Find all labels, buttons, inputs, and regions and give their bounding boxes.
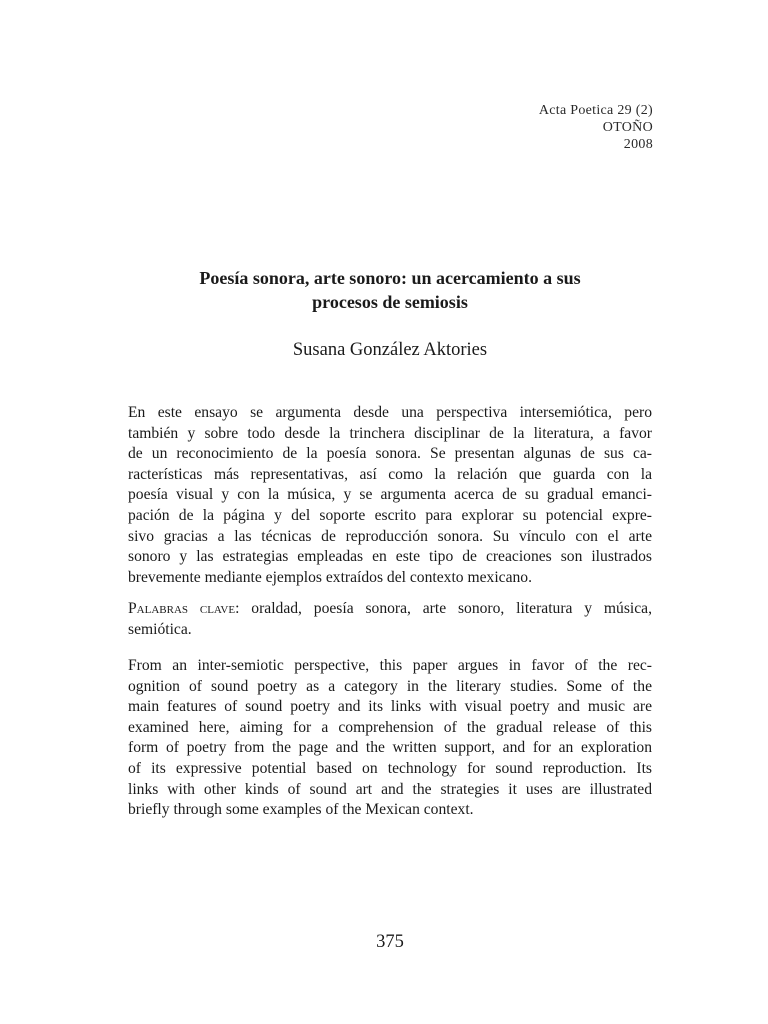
- abstract-line: racterísticas más representativas, así como la relación que guarda con la: [128, 465, 652, 483]
- journal-year: 2008: [623, 137, 653, 152]
- keywords-line: [128, 599, 652, 620]
- abstract-line: En este ensayo se argumenta desde una perspectiva intersemiótica, pero: [128, 404, 652, 421]
- journal-name: Acta Poetica 29 (2): [538, 103, 653, 118]
- abstract-spanish: [128, 403, 652, 588]
- abstract-line: ognition of sound poetry as a category in the literary studies. Some of the: [128, 677, 652, 695]
- journal-info: [539, 102, 653, 153]
- abstract-line: main features of sound poetry and its links with visual poetry and music are: [128, 698, 652, 716]
- abstract-line: From an inter-semiotic perspective, this paper argues in favor of the rec-: [128, 657, 652, 674]
- article-title: [128, 266, 652, 314]
- article-title-line: Poesía sonora, arte sonoro: un acercamiento a sus: [199, 268, 581, 288]
- abstract-line: sivo gracias a las técnicas de reproducción sonora. Su vínculo con el arte: [128, 527, 652, 545]
- abstract-line: pación de la página y del soporte escrito para explorar su potencial expre-: [128, 506, 652, 524]
- keywords-list: oraldad, poesía sonora, arte sonoro, literatura y música,: [251, 600, 652, 617]
- keywords-label: Palabras clave:: [128, 600, 240, 617]
- abstract-line: links with other kinds of sound art and the strategies it uses are illustrated: [128, 780, 652, 798]
- abstract-line: form of poetry from the page and the written support, and for an exploration: [128, 739, 652, 757]
- abstract-line: brevemente mediante ejemplos extraídos del contexto mexicano.: [128, 568, 532, 586]
- article-author: Susana González Aktories: [292, 340, 488, 360]
- article-title-line: procesos de semiosis: [312, 292, 468, 312]
- abstract-line: of its expressive potential based on technology for sound reproduction. Its: [128, 759, 652, 777]
- page-number: 375: [376, 932, 404, 952]
- keywords-line: semiótica.: [128, 620, 192, 638]
- abstract-line: poesía visual y con la música, y se argumenta acerca de su gradual emanci-: [128, 486, 652, 504]
- journal-season: OTOÑO: [602, 120, 653, 135]
- abstract-line: también y sobre todo desde la trinchera disciplinar de la literatura, a favor: [128, 424, 652, 442]
- keywords: [128, 599, 652, 640]
- abstract-line: briefly through some examples of the Mexican context.: [128, 801, 474, 819]
- abstract-line: sonoro y las estrategias empleadas en este tipo de creaciones son ilustrados: [128, 548, 652, 566]
- abstract-line: de un reconocimiento de la poesía sonora. Se presentan algunas de sus ca-: [128, 445, 652, 463]
- abstract-english: [128, 656, 652, 821]
- abstract-line: examined here, aiming for a comprehension of the gradual release of this: [128, 718, 652, 736]
